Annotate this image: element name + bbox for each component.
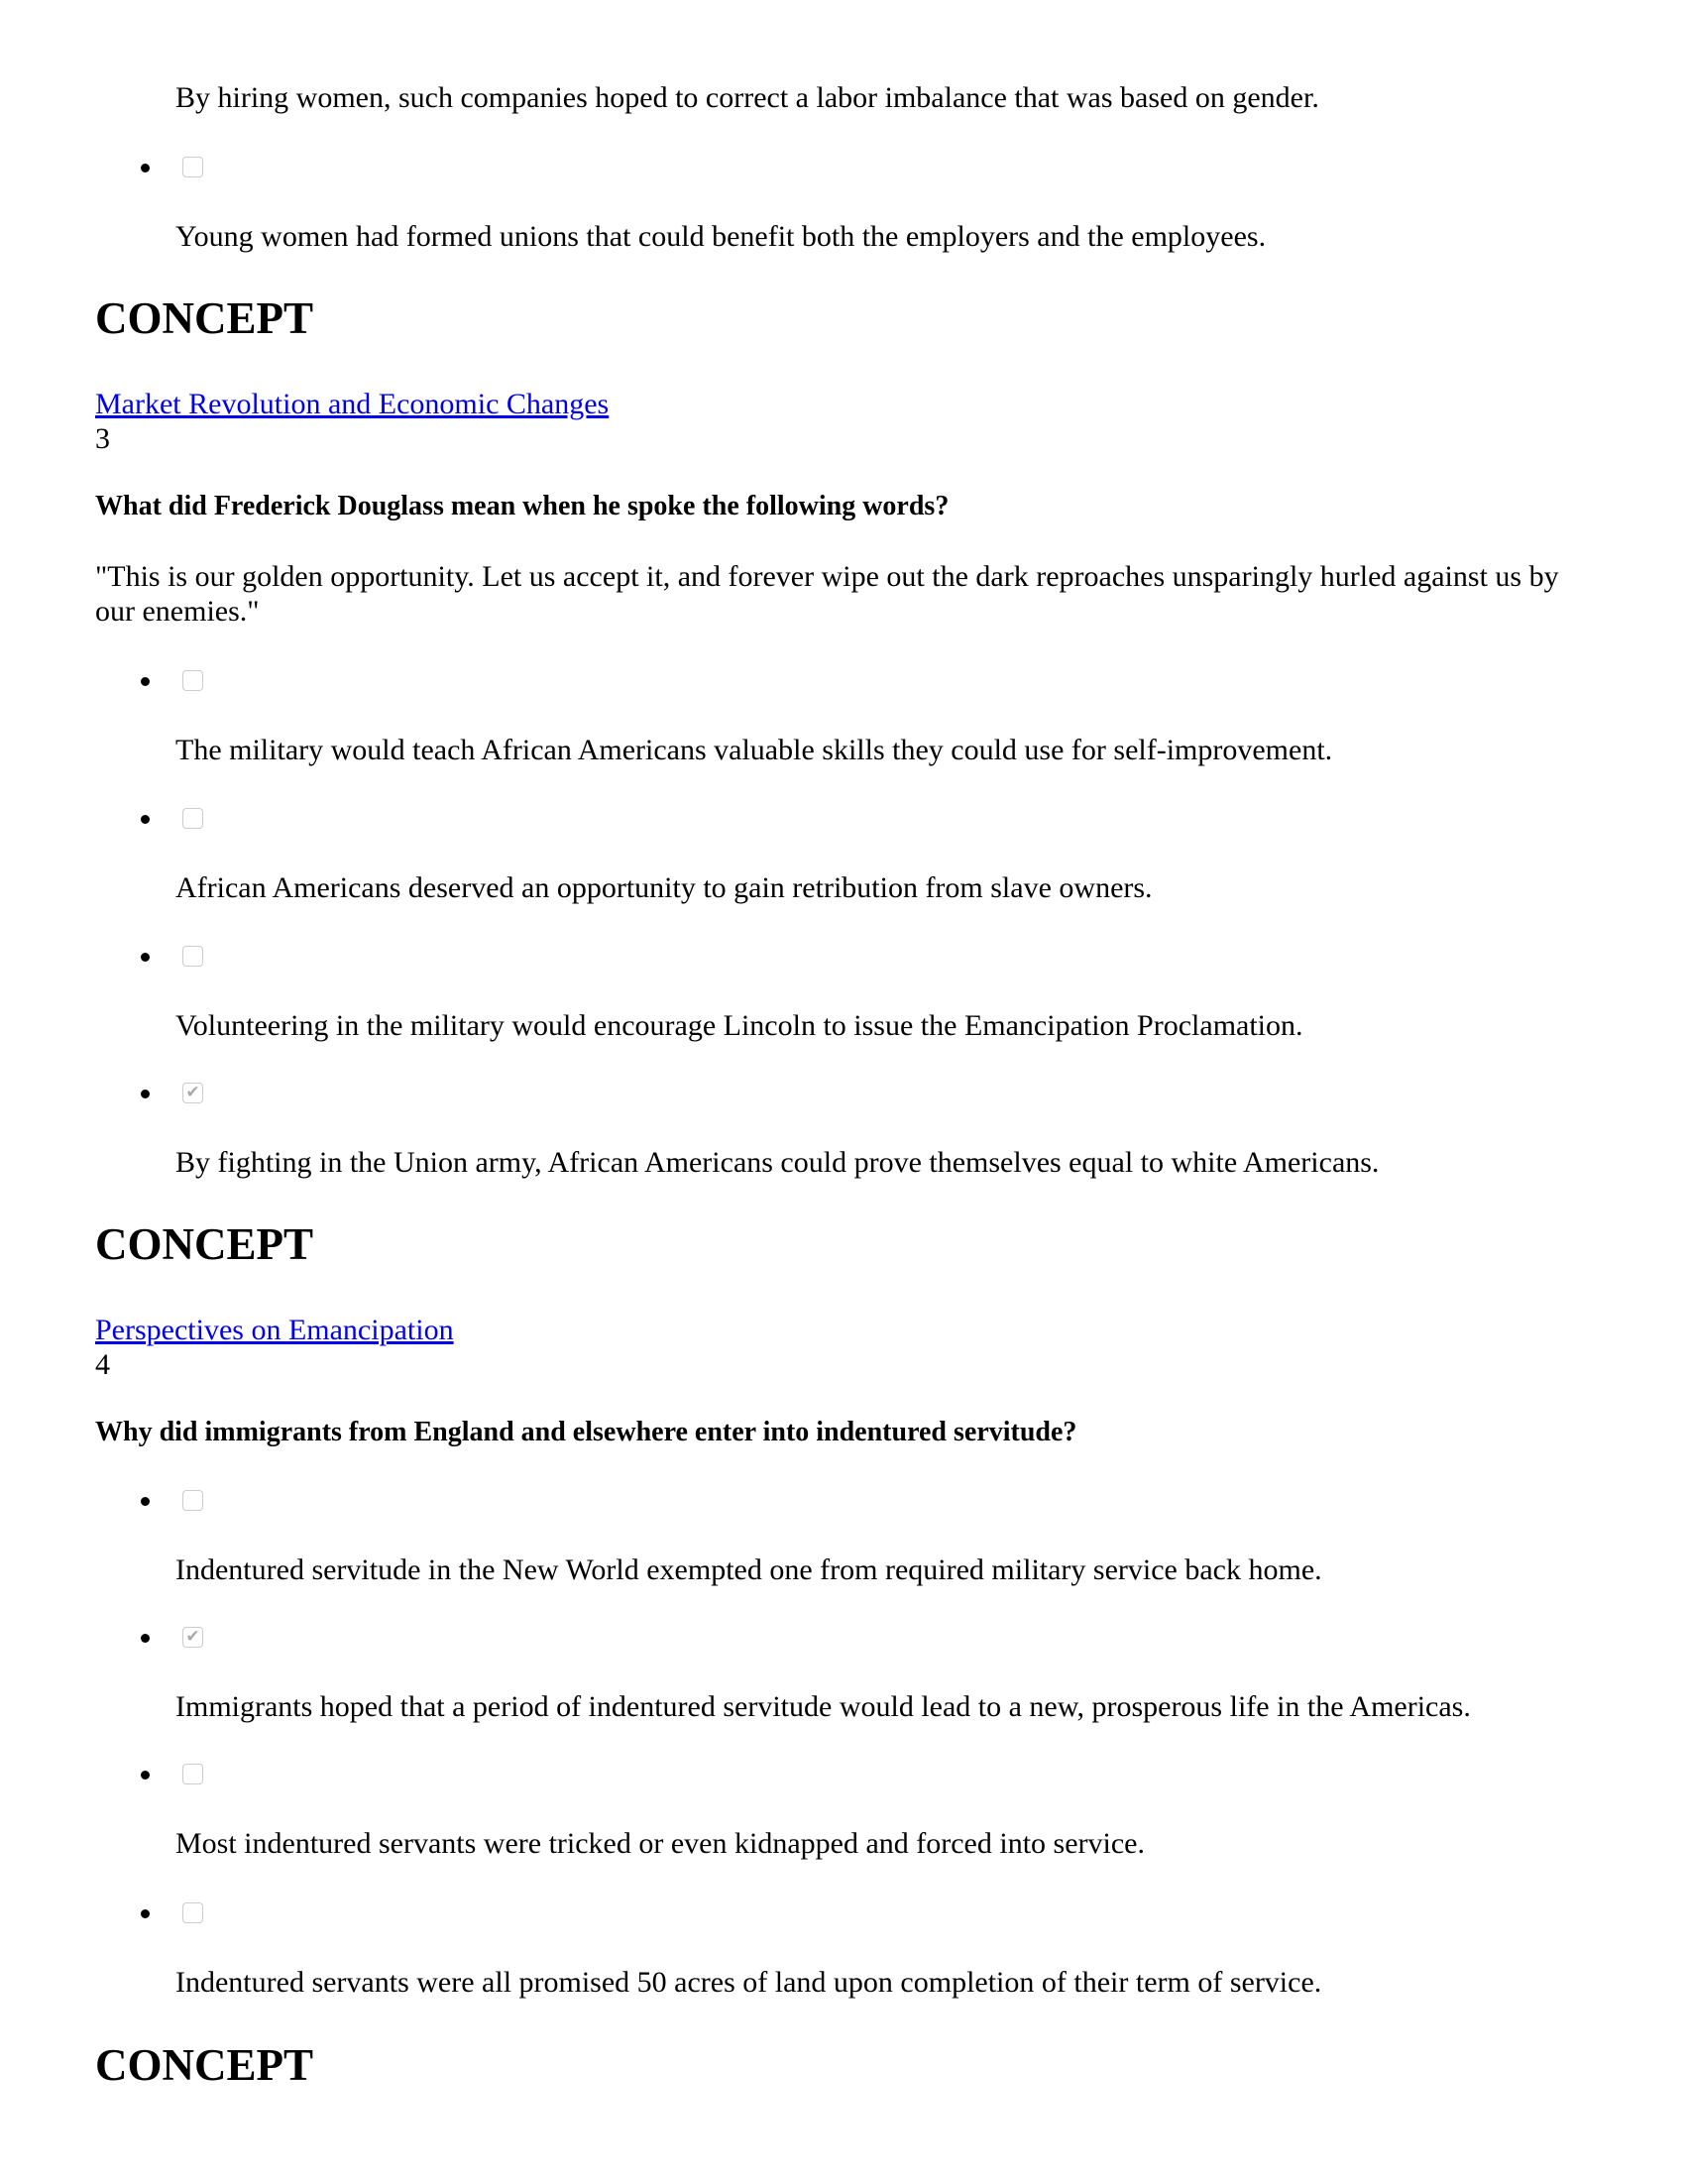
answer-checkbox[interactable] <box>182 1902 203 1923</box>
answer-option-text[interactable]: Immigrants hoped that a period of indentured servitude would lead to a new, prosperous life in the Americas. <box>175 1690 1471 1723</box>
answer-option-text[interactable]: By hiring women, such companies hoped to correct a labor imbalance that was based on gender. <box>175 81 1319 114</box>
answer-option-text[interactable]: Volunteering in the military would encourage Lincoln to issue the Emancipation Proclamation. <box>175 1009 1303 1042</box>
answer-option-text[interactable]: Indentured servants were all promised 50 acres of land upon completion of their term of service. <box>175 1966 1322 1999</box>
answer-option-text[interactable]: Young women had formed unions that could benefit both the employers and the employees. <box>175 220 1267 253</box>
concept-heading: CONCEPT <box>95 293 314 343</box>
list-bullet <box>141 677 150 686</box>
answer-checkbox[interactable] <box>182 946 203 967</box>
concept-link[interactable]: Market Revolution and Economic Changes <box>95 388 610 420</box>
question-text: What did Frederick Douglass mean when he spoke the following words? <box>95 491 950 521</box>
list-bullet <box>141 1497 150 1506</box>
answer-option-text[interactable]: African Americans deserved an opportunity to gain retribution from slave owners. <box>175 871 1153 904</box>
list-bullet <box>141 1909 150 1918</box>
answer-checkbox-checked[interactable]: ✔ <box>182 1627 203 1648</box>
answer-checkbox[interactable] <box>182 670 203 691</box>
answer-checkbox-checked[interactable]: ✔ <box>182 1083 203 1103</box>
list-bullet <box>141 1771 150 1780</box>
question-text: Why did immigrants from England and elsewhere enter into indentured servitude? <box>95 1417 1077 1447</box>
concept-heading: CONCEPT <box>95 2040 314 2090</box>
answer-option-text[interactable]: Indentured servitude in the New World exempted one from required military service back home. <box>175 1553 1322 1586</box>
question-number: 4 <box>95 1348 110 1381</box>
list-bullet <box>141 1634 150 1643</box>
list-bullet <box>141 953 150 962</box>
concept-link[interactable]: Perspectives on Emancipation <box>95 1314 454 1346</box>
answer-checkbox[interactable] <box>182 157 203 177</box>
answer-option-text[interactable]: Most indentured servants were tricked or even kidnapped and forced into service. <box>175 1827 1145 1860</box>
answer-checkbox[interactable] <box>182 1490 203 1511</box>
question-quote: "This is our golden opportunity. Let us accept it, and forever wipe out the dark reproaches unsparingly hurled against us by our enemies." <box>95 560 1559 628</box>
list-bullet <box>141 164 150 172</box>
answer-option-text[interactable]: By fighting in the Union army, African Americans could prove themselves equal to white Americans. <box>175 1146 1380 1179</box>
list-bullet <box>141 1090 150 1098</box>
answer-checkbox[interactable] <box>182 808 203 829</box>
answer-checkbox[interactable] <box>182 1764 203 1784</box>
answer-option-text[interactable]: The military would teach African Americans valuable skills they could use for self-improvement. <box>175 734 1333 766</box>
concept-heading: CONCEPT <box>95 1219 314 1269</box>
question-number: 3 <box>95 422 110 455</box>
list-bullet <box>141 815 150 824</box>
